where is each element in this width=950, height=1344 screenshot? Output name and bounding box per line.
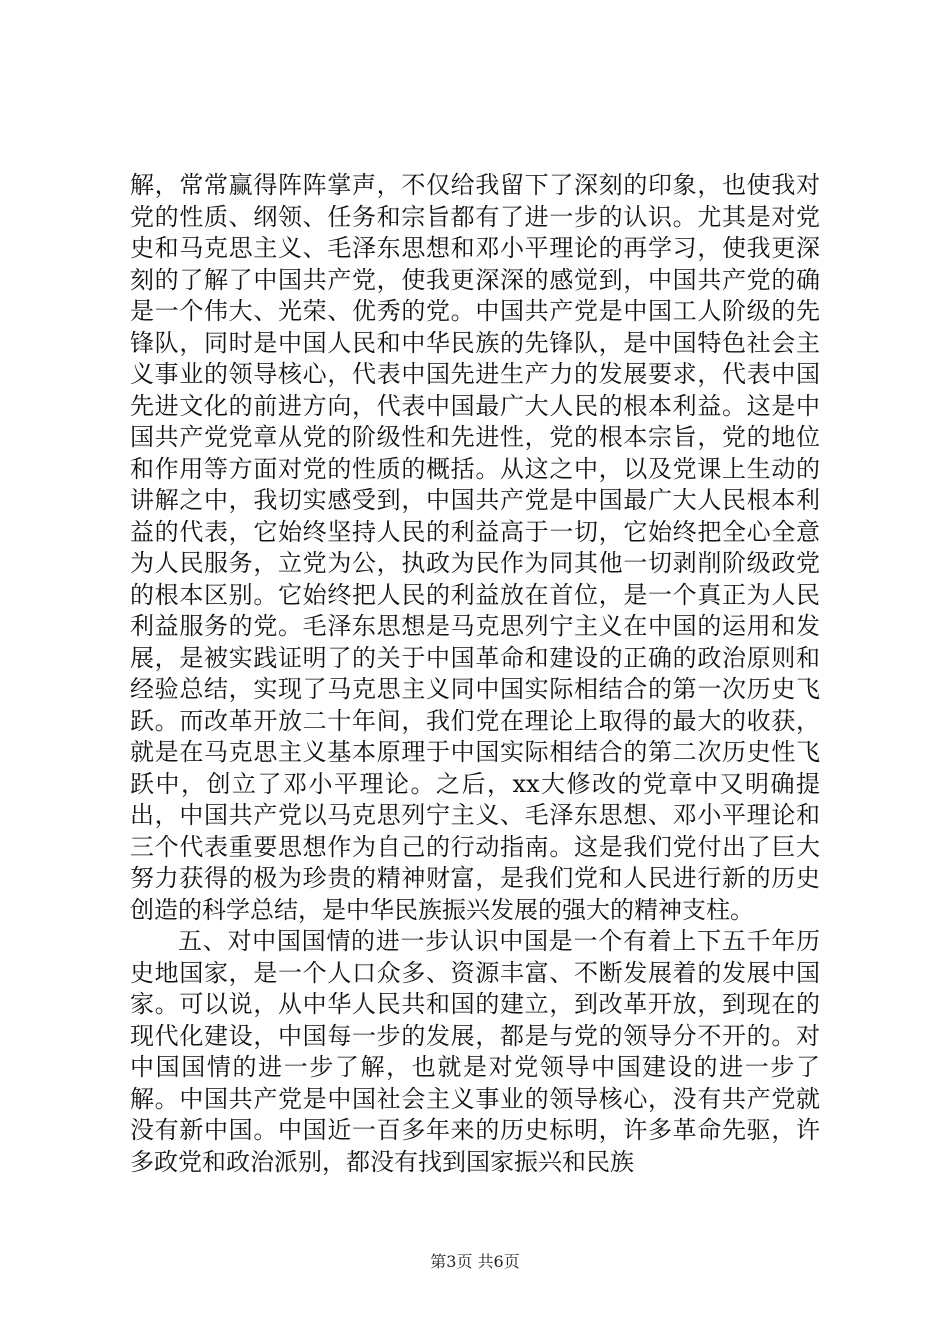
document-body: [130, 170, 820, 1178]
page-footer: [0, 1252, 950, 1272]
paragraph-national-conditions: 五、对中国国情的进一步认识中国是一个有着上下五千年历史地国家，是一个人口众多、资源丰富、不断发展着的发展中国家。可以说，从中华人民共和国的建立，到改革开放，到现在的现代化建设，中国每一步的发展，都是与党的领导分不开的。对中国国情的进一步了解，也就是对党领导中国建设的进一步了解。中国共产党是中国社会主义事业的领导核心，没有共产党就没有新中国。中国近一百多年来的历史标明，许多革命先驱，许多政党和政治派别，都没有找到国家振兴和民族: [130, 927, 820, 1176]
page-number: 第3页 共6页: [430, 1252, 520, 1271]
paragraph-party-nature: 解，常常赢得阵阵掌声，不仅给我留下了深刻的印象，也使我对党的性质、纲领、任务和宗旨都有了进一步的认识。尤其是对党史和马克思主义、毛泽东思想和邓小平理论的再学习，使我更深刻的了解了中国共产党，使我更深深的感觉到，中国共产党的确是一个伟大、光荣、优秀的党。中国共产党是中国工人阶级的先锋队，同时是中国人民和中华民族的先锋队，是中国特色社会主义事业的领导核心，代表中国先进生产力的发展要求，代表中国先进文化的前进方向，代表中国最广大人民的根本利益。这是中国共产党党章从党的阶级性和先进性，党的根本宗旨，党的地位和作用等方面对党的性质的概括。从这之中，以及党课上生动的讲解之中，我切实感受到，中国共产党是中国最广大人民根本利益的代表，它始终坚持人民的利益高于一切，它始终把全心全意为人民服务，立党为公，执政为民作为同其他一切剥削阶级政党的根本区别。它始终把人民的利益放在首位，是一个真正为人民利益服务的党。毛泽东思想是马克思列宁主义在中国的运用和发展，是被实践证明了的关于中国革命和建设的正确的政治原则和经验总结，实现了马克思主义同中国实际相结合的第一次历史飞跃。而改革开放二十年间，我们党在理论上取得的最大的收获，就是在马克思主义基本原理于中国实际相结合的第二次历史性飞跃中，创立了邓小平理论。之后，xx大修改的党章中又明确提出，中国共产党以马克思列宁主义、毛泽东思想、邓小平理论和三个代表重要思想作为自己的行动指南。这是我们党付出了巨大努力获得的极为珍贵的精神财富，是我们党和人民进行新的历史创造的科学总结，是中华民族振兴发展的强大的精神支柱。: [130, 171, 820, 924]
